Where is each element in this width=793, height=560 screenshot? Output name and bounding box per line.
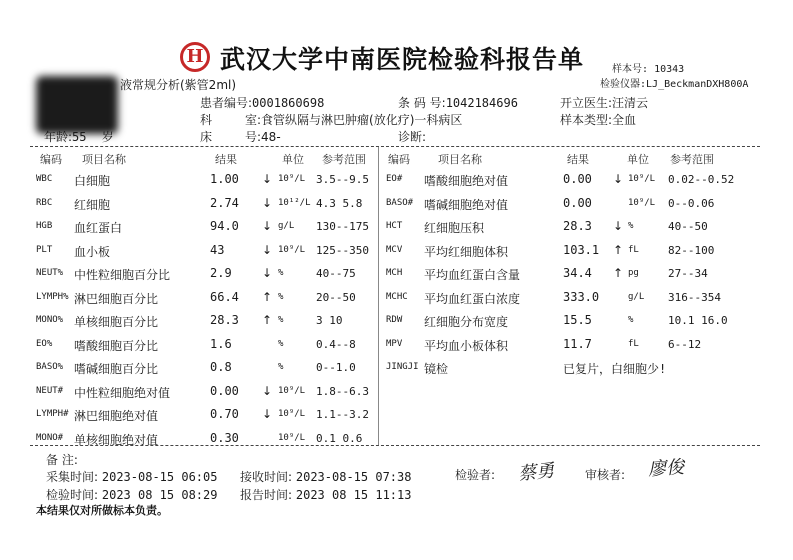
result-reference: 40--75 (316, 267, 356, 280)
result-value: 66.4 (210, 289, 239, 304)
result-unit: 10¹²/L (278, 197, 311, 208)
result-flag: ↓ (262, 407, 273, 421)
result-reference: 3 10 (316, 314, 343, 327)
result-code: NEUT% (36, 268, 64, 278)
receive-time (240, 468, 411, 485)
doctor (560, 94, 648, 111)
doctor-label: 开立医生: (560, 96, 613, 110)
tester-signature: 蔡勇 (517, 460, 556, 485)
result-value: 28.3 (563, 219, 592, 233)
result-unit: % (278, 338, 284, 349)
result-flag: ↓ (262, 266, 273, 280)
col-name: 项目名称 (438, 153, 482, 166)
result-flag: ↓ (262, 172, 273, 186)
result-flag: ↓ (262, 383, 273, 398)
bed-value: 号:48- (245, 130, 281, 144)
col-name: 项目名称 (82, 153, 126, 166)
result-name: 红细胞 (74, 197, 111, 212)
col-result: 结果 (567, 153, 589, 166)
barcode (398, 94, 518, 111)
barcode-label: 条 码 号: (398, 96, 446, 110)
result-reference: 20--50 (316, 290, 356, 304)
test-item: 液常规分析(紫管2ml) (120, 78, 237, 92)
report-title: 武汉大学中南医院检验科报告单 (220, 45, 585, 74)
hospital-logo (180, 42, 210, 72)
col-code: 编码 (40, 153, 62, 166)
result-reference: 0--0.06 (668, 196, 715, 210)
col-code: 编码 (388, 153, 410, 166)
result-value: 1.6 (210, 336, 232, 351)
result-unit: 10⁹/L (278, 244, 306, 255)
result-name: 平均血红蛋白含量 (424, 268, 521, 282)
col-ref: 参考范围 (322, 153, 366, 166)
receive-time-label: 接收时间: (240, 470, 293, 484)
result-unit: 10⁹/L (628, 197, 656, 208)
result-code: HGB (36, 221, 53, 231)
result-reference: 27--34 (668, 267, 708, 280)
result-value: 0.00 (210, 383, 239, 398)
report-time (240, 486, 411, 503)
result-value: 0.30 (210, 430, 239, 445)
result-flag: ↓ (262, 195, 273, 210)
result-value: 已复片，白细胞少! (563, 362, 667, 376)
result-reference: 10.1 16.0 (668, 314, 728, 327)
result-name: 中性粒细胞百分比 (74, 268, 171, 282)
sample-type-value: 全血 (612, 113, 637, 127)
result-reference: 6--12 (668, 337, 702, 351)
disclaimer: 本结果仅对所做标本负责。 (36, 504, 168, 517)
result-value: 11.7 (563, 336, 592, 351)
result-unit: 10⁹/L (278, 385, 306, 396)
result-name: 血小板 (74, 244, 111, 259)
result-value: 15.5 (563, 313, 592, 327)
result-flag: ↑ (613, 266, 624, 280)
result-unit: 10⁹/L (628, 174, 656, 184)
result-name: 镜检 (424, 362, 449, 376)
sample-type-label: 样本类型: (560, 113, 613, 127)
result-flag: ↑ (262, 289, 273, 304)
dept-label: 科 (200, 113, 213, 127)
result-value: 2.74 (210, 195, 239, 210)
sample-number-label: 样本号: (612, 64, 649, 75)
result-reference: 0.02--0.52 (668, 173, 735, 186)
result-value: 2.9 (210, 266, 232, 280)
result-code: MCV (386, 244, 403, 255)
result-name: 嗜酸细胞百分比 (74, 338, 159, 353)
result-flag: ↓ (262, 219, 273, 233)
result-name: 淋巴细胞百分比 (74, 291, 159, 306)
result-value: 94.0 (210, 219, 239, 233)
result-name: 淋巴细胞绝对值 (74, 409, 159, 423)
report-time-label: 报告时间: (240, 488, 293, 502)
sample-number (612, 60, 684, 75)
patient-id-value: 0001860698 (252, 96, 325, 110)
result-code: NEUT# (36, 385, 64, 396)
collect-time-value: 2023-08-15 06:05 (101, 470, 218, 484)
test-time-label: 检验时间: (46, 488, 99, 502)
result-unit: % (278, 291, 284, 302)
result-value: 0.70 (210, 407, 239, 421)
result-reference: 1.1--3.2 (316, 408, 369, 421)
result-name: 嗜碱细胞绝对值 (424, 197, 509, 212)
result-code: EO% (36, 338, 53, 349)
result-name: 白细胞 (74, 174, 111, 188)
result-name: 单核细胞百分比 (74, 315, 159, 329)
result-code: JINGJI (386, 362, 419, 372)
result-name: 嗜碱细胞百分比 (74, 362, 159, 376)
result-reference: 4.3 5.8 (316, 196, 363, 210)
result-value: 43 (210, 242, 225, 257)
result-name: 血红蛋白 (74, 221, 123, 235)
collect-time-label: 采集时间: (46, 470, 99, 484)
result-name: 红细胞压积 (424, 221, 485, 235)
bed-label: 床 (200, 130, 213, 144)
test-time (46, 486, 217, 503)
result-reference: 125--350 (316, 243, 369, 257)
result-name: 平均血小板体积 (424, 338, 509, 353)
result-name: 中性粒细胞绝对值 (74, 385, 171, 400)
result-code: LYMPH# (36, 409, 69, 419)
result-value: 28.3 (210, 313, 239, 327)
result-reference: 0.4--8 (316, 337, 356, 351)
instrument-value: LJ_BeckmanDXH800A (646, 79, 749, 90)
instrument-label: 检验仪器: (600, 79, 647, 90)
result-unit: fL (628, 338, 639, 349)
sample-number-value: 10343 (654, 64, 685, 75)
redacted-patient-info (36, 76, 118, 134)
tester-label: 检验者: (455, 468, 496, 482)
result-value: 0.00 (563, 195, 592, 210)
result-value: 34.4 (563, 266, 592, 280)
result-unit: g/L (628, 291, 645, 302)
result-value: 103.1 (563, 242, 600, 257)
result-unit: pg (628, 268, 639, 278)
table-top-rule (30, 146, 760, 147)
result-unit: 10⁹/L (278, 432, 306, 443)
result-code: BASO% (36, 362, 64, 372)
result-code: PLT (36, 244, 53, 255)
result-reference: 1.8--6.3 (316, 384, 369, 398)
col-unit: 单位 (282, 153, 304, 166)
receive-time-value: 2023-08-15 07:38 (295, 470, 412, 484)
col-unit: 单位 (627, 153, 649, 166)
reviewer-label: 审核者: (585, 468, 626, 482)
result-flag: ↓ (613, 172, 624, 186)
result-value: 0.8 (210, 360, 232, 374)
collect-time (46, 468, 217, 485)
result-reference: 316--354 (668, 290, 721, 304)
result-unit: % (628, 315, 634, 325)
age-unit: 岁 (101, 130, 114, 144)
sample-type (560, 111, 636, 128)
result-reference: 82--100 (668, 243, 715, 257)
result-code: EO# (386, 174, 403, 184)
col-result: 结果 (215, 153, 237, 166)
result-code: MONO# (36, 432, 64, 443)
doctor-value: 汪清云 (612, 96, 649, 110)
result-flag: ↓ (613, 219, 624, 233)
diagnosis-label: 诊断: (398, 130, 427, 144)
result-code: RBC (36, 197, 53, 208)
report-time-value: 2023 08 15 11:13 (295, 488, 412, 502)
result-reference: 3.5--9.5 (316, 173, 369, 186)
barcode-value: 1042184696 (445, 96, 518, 110)
result-code: MPV (386, 338, 403, 349)
result-flag: ↓ (262, 242, 273, 257)
result-code: LYMPH% (36, 291, 69, 302)
result-unit: % (278, 268, 284, 278)
patient-id (200, 94, 324, 111)
col-ref: 参考范围 (670, 153, 714, 166)
result-flag: ↑ (613, 242, 624, 257)
logo-letter: H (186, 46, 204, 67)
result-name: 单核细胞绝对值 (74, 432, 159, 447)
result-name: 嗜酸细胞绝对值 (424, 174, 509, 188)
result-code: MCH (386, 268, 403, 278)
result-reference: 0.1 0.6 (316, 431, 363, 445)
result-name: 平均红细胞体积 (424, 244, 509, 259)
result-code: MONO% (36, 315, 64, 325)
dept-value: 室:食管纵隔与淋巴肿瘤(放化疗)一科病区 (245, 113, 463, 127)
age-label: 年龄: (44, 130, 73, 144)
reviewer-signature: 廖俊 (647, 456, 685, 481)
result-reference: 0--1.0 (316, 361, 356, 374)
result-unit: % (628, 221, 634, 231)
result-unit: g/L (278, 221, 295, 231)
result-value: 0.00 (563, 172, 592, 186)
result-unit: fL (628, 244, 639, 255)
result-value: 333.0 (563, 289, 600, 304)
result-code: HCT (386, 221, 403, 231)
instrument (600, 75, 748, 90)
result-unit: 10⁹/L (278, 174, 306, 184)
result-code: BASO# (386, 197, 414, 208)
result-reference: 40--50 (668, 220, 708, 233)
result-reference: 130--175 (316, 220, 369, 233)
result-flag: ↑ (262, 313, 273, 327)
result-name: 平均血红蛋白浓度 (424, 291, 521, 306)
result-unit: % (278, 362, 284, 372)
result-code: MCHC (386, 291, 408, 302)
age (44, 128, 114, 145)
patient-id-label: 患者编号: (200, 96, 253, 110)
result-unit: 10⁹/L (278, 409, 306, 419)
result-value: 1.00 (210, 172, 239, 186)
age-value: 55 (72, 130, 87, 144)
result-code: WBC (36, 174, 53, 184)
remark-label: 备 注: (46, 453, 78, 467)
result-code: RDW (386, 315, 403, 325)
result-unit: % (278, 315, 284, 325)
table-divider (378, 147, 379, 445)
result-name: 红细胞分布宽度 (424, 315, 509, 329)
test-time-value: 2023 08 15 08:29 (101, 488, 218, 502)
